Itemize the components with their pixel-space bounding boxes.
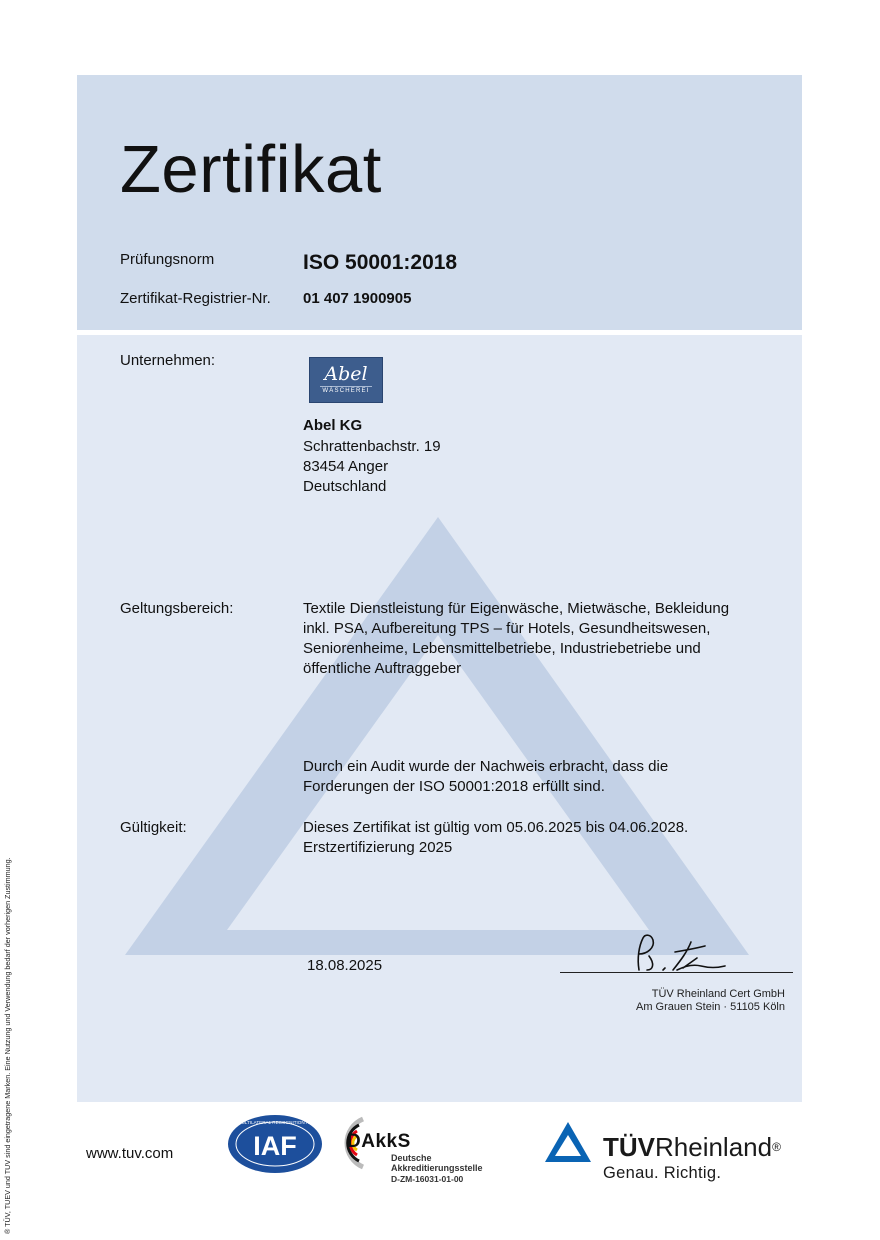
signature-image xyxy=(625,930,735,976)
issuer-address: Am Grauen Stein · 51105 Köln xyxy=(636,1001,785,1013)
company-logo-text: Abel xyxy=(324,363,368,385)
tuv-slogan: Genau. Richtig. xyxy=(603,1164,722,1182)
scope-label: Geltungsbereich: xyxy=(120,600,234,617)
tuv-brand-regular: Rheinland xyxy=(655,1132,773,1162)
footer-url[interactable]: www.tuv.com xyxy=(86,1145,174,1162)
company-logo xyxy=(309,357,383,403)
tuv-registered: ® xyxy=(772,1140,781,1154)
dakks-line2: Akkreditierungsstelle xyxy=(391,1163,483,1173)
company-name: Abel KG xyxy=(303,417,363,434)
trademark-note: ® TÜV, TUEV und TUV sind eingetragene Marken. Eine Nutzung und Verwendung bedarf der vorherigen Zustimmung. xyxy=(3,857,12,1234)
tuv-brand xyxy=(603,1133,781,1161)
norm-value: ISO 50001:2018 xyxy=(303,251,458,274)
certificate-title: Zertifikat xyxy=(120,132,382,207)
scope-text: Textile Dienstleistung für Eigenwäsche, Mietwäsche, Bekleidung inkl. PSA, Aufbereitung TPS – für Hotels, Gesundheitswesen, Seniorenheime, Lebensmittelbetriebe, Industriebetriebe und öffentliche Auftraggeber xyxy=(303,600,730,677)
validity-text: Dieses Zertifikat ist gültig vom 05.06.2025 bis 04.06.2028. xyxy=(303,819,689,836)
registration-label: Zertifikat-Registrier-Nr. xyxy=(120,290,271,307)
tuv-brand-bold: TÜV xyxy=(603,1132,655,1162)
validity-label: Gültigkeit: xyxy=(120,819,187,836)
norm-label: Prüfungsnorm xyxy=(120,251,215,268)
issuer-name: TÜV Rheinland Cert GmbH xyxy=(651,988,785,1000)
dakks-code: D-ZM-16031-01-00 xyxy=(391,1174,464,1184)
dakks-name: DAkkS xyxy=(347,1131,411,1152)
registration-value: 01 407 1900905 xyxy=(303,290,412,307)
company-label: Unternehmen: xyxy=(120,352,216,369)
iaf-ring-text: MEMBER OF MULTILATERAL RECOGNITION ARRANGEMENT xyxy=(208,1120,342,1125)
first-certification: Erstzertifizierung 2025 xyxy=(303,839,453,856)
dakks-line1: Deutsche xyxy=(391,1153,432,1163)
company-logo-subtext: WÄSCHEREI xyxy=(320,386,372,396)
issue-date: 18.08.2025 xyxy=(307,957,383,974)
iaf-logo xyxy=(208,1113,342,1175)
company-country: Deutschland xyxy=(303,478,387,495)
tuv-triangle-logo xyxy=(543,1120,593,1164)
signature-line xyxy=(560,972,793,973)
company-street: Schrattenbachstr. 19 xyxy=(303,438,441,455)
company-city: 83454 Anger xyxy=(303,458,389,475)
audit-statement: Durch ein Audit wurde der Nachweis erbracht, dass die Forderungen der ISO 50001:2018 erfüllt sind. xyxy=(303,758,669,795)
iaf-text: IAF xyxy=(253,1131,297,1161)
